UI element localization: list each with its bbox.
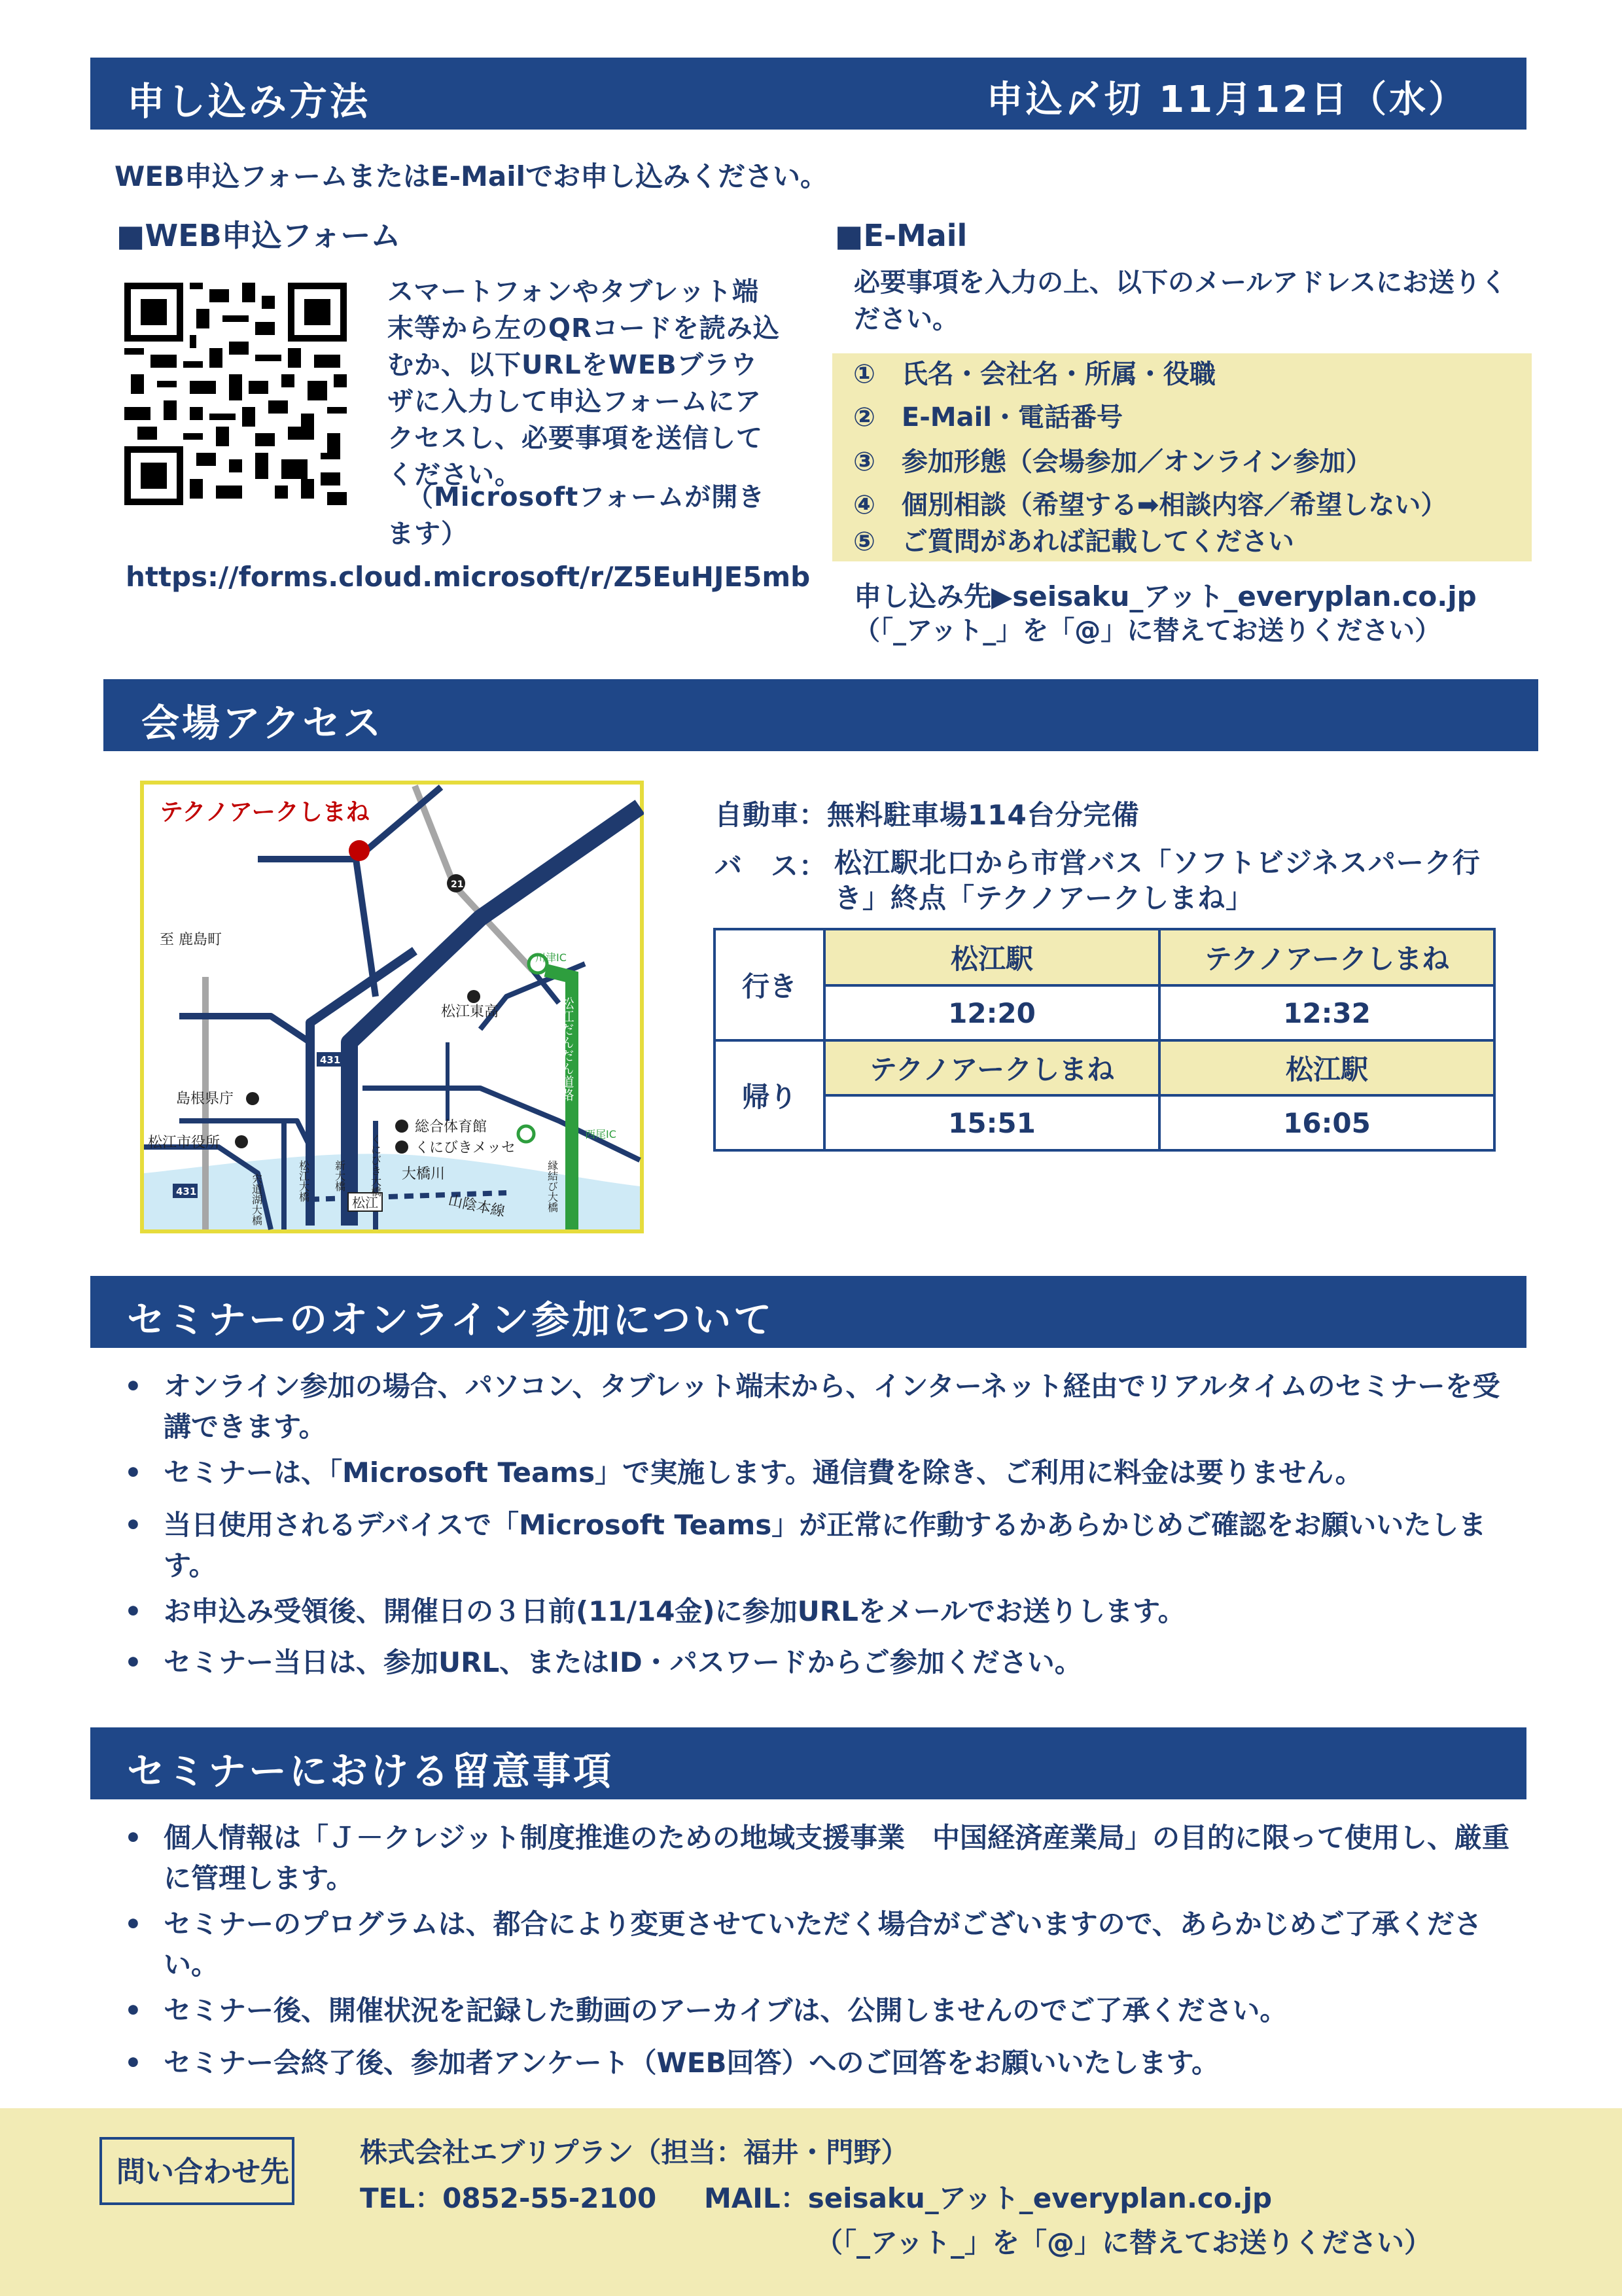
online-bullet-dot: • <box>124 1646 142 1678</box>
deadline: 申込〆切 11月12日（水） <box>986 79 1468 121</box>
qr-finder-top-left <box>124 283 183 342</box>
application-header <box>90 58 1526 130</box>
web-form-url[interactable]: https://forms.cloud.microsoft/r/Z5EuHJE5mb <box>126 561 811 593</box>
email-item: ① 氏名・会社名・所属・役職 <box>853 359 1216 389</box>
map-label-kashima: 至 鹿島町 <box>160 932 222 948</box>
notes-header <box>90 1727 1526 1799</box>
access-car: 自動車：無料駐車場114台分完備 <box>714 799 1140 831</box>
online-bullet-dot: • <box>124 1509 142 1541</box>
email-item: ④ 個別相談（希望する➡相談内容／希望しない） <box>853 490 1447 520</box>
notes-bullet-dot: • <box>124 1822 142 1854</box>
qr-finder-bottom-left <box>124 446 183 505</box>
access-title: 会場アクセス <box>141 701 384 745</box>
map-label-nishio-ic: 西尾IC <box>585 1128 616 1140</box>
map-label-enmusubi: 縁結び大橋 <box>546 1160 559 1212</box>
email-heading: ■E-Mail <box>835 218 968 253</box>
access-bus-label: バ ス： <box>714 850 828 882</box>
email-item: ⑤ ご質問があれば記載してください <box>853 527 1294 557</box>
contact-footer <box>0 2108 1622 2296</box>
online-header <box>90 1276 1526 1348</box>
web-form-heading: ■WEB申込フォーム <box>116 218 401 253</box>
application-intro: WEB申込フォームまたはE-Mailでお申し込みください。 <box>115 160 828 192</box>
email-item: ③ 参加形態（会場参加／オンライン参加） <box>853 447 1372 477</box>
map-label-route21: 21 <box>451 879 464 890</box>
map-label-dandan: 松江だんだん道路 <box>559 997 574 1101</box>
notes-bullet-dot: • <box>124 1994 142 2026</box>
online-title: セミナーのオンライン参加について <box>127 1298 775 1342</box>
timetable-return-to-time: 16:05 <box>1159 1095 1494 1150</box>
contact-label: 問い合わせ先 <box>116 2155 289 2189</box>
online-bullet: お申込み受領後、開催日の３日前(11/14金)に参加URLをメールでお送りします。 <box>164 1595 1186 1627</box>
bus-timetable <box>713 928 1496 1152</box>
map-label-sanin-line: 山陰本線 <box>446 1192 507 1221</box>
email-address[interactable]: 申し込み先▶seisaku_アット_everyplan.co.jp <box>854 580 1477 612</box>
online-bullet: セミナー当日は、参加URL、またはID・パスワードからご参加ください。 <box>164 1646 1082 1678</box>
email-address-note: （「_アット_」を「@」に替えてお送りください） <box>854 616 1441 646</box>
online-bullet: 当日使用されるデバイスで「Microsoft Teams」が正常に作動するかあらかじめご確認をお願いいたします。 <box>164 1509 1487 1581</box>
map-label-sogo: 総合体育館 <box>415 1119 487 1135</box>
timetable-outbound-to: テクノアークしまね <box>1159 929 1494 985</box>
map-label-shinjiko: 宍道湖大橋 <box>250 1173 263 1226</box>
timetable-outbound-from-time: 12:20 <box>824 985 1159 1040</box>
map-label-ohashi-river: 大橋川 <box>402 1166 446 1182</box>
map-label-matsue-bridge: 松江大橋 <box>297 1160 310 1202</box>
map-label-kunibiki: くにびきメッセ <box>415 1140 516 1156</box>
map-label-shiyakusho: 松江市役所 <box>148 1135 220 1151</box>
web-form-note: （Microsoftフォームが開きます） <box>387 482 766 549</box>
qr-finder-top-right <box>288 283 347 342</box>
qr-code[interactable] <box>124 283 347 505</box>
contact-mail-note: （「_アット_」を「@」に替えてお送りください） <box>815 2227 1432 2259</box>
map-label-shin-bridge: 新大橋 <box>333 1160 346 1192</box>
notes-title: セミナーにおける留意事項 <box>127 1749 614 1793</box>
email-item: ② E-Mail・電話番号 <box>853 402 1123 433</box>
web-form-description: スマートフォンやタブレット端末等から左のQRコードを読み込むか、以下URLをWEBブラウザに入力して申込フォームにアクセスし、必要事項を送信してください。 <box>387 277 780 490</box>
notes-bullet-dot: • <box>124 2047 142 2079</box>
online-bullet-dot: • <box>124 1370 142 1402</box>
map-label-kunibiki-bridge: くにびき大橋 <box>369 1134 382 1197</box>
map-label-matsue-station: 松江 <box>352 1195 378 1210</box>
application-title: 申し込み方法 <box>127 79 371 124</box>
online-bullet: セミナーは、「Microsoft Teams」で実施します。通信費を除き、ご利用に料金は要りません。 <box>164 1457 1363 1489</box>
access-bus-text: 松江駅北口から市営バス「ソフトビジネスパーク行き」終点「テクノアークしまね」 <box>834 847 1481 914</box>
timetable-outbound-to-time: 12:32 <box>1159 985 1494 1040</box>
notes-bullet: セミナーのプログラムは、都合により変更させていただく場合がございますので、あらかじめご了承ください。 <box>164 1908 1482 1981</box>
email-required-items <box>832 353 1532 561</box>
timetable-return-from-time: 15:51 <box>824 1095 1159 1150</box>
notes-bullet-dot: • <box>124 1908 142 1940</box>
map-venue-label: テクノアークしまね <box>160 799 370 826</box>
timetable-outbound-from: 松江駅 <box>824 929 1159 985</box>
notes-bullet: 個人情報は「Ｊ－クレジット制度推進のための地域支援事業 中国経済産業局」の目的に限って使用し、厳重に管理します。 <box>164 1822 1509 1894</box>
contact-tel[interactable]: TEL：0852-55-2100 <box>360 2182 657 2214</box>
access-map <box>140 781 644 1233</box>
map-label-kawazu-ic: 川津IC <box>535 951 567 964</box>
contact-company: 株式会社エブリプラン（担当：福井・門野） <box>360 2136 909 2168</box>
online-bullet: オンライン参加の場合、パソコン、タブレット端末から、インターネット経由でリアルタイムのセミナーを受講できます。 <box>164 1370 1500 1443</box>
map-label-route431b: 431 <box>176 1186 197 1197</box>
online-bullet-dot: • <box>124 1595 142 1627</box>
access-header <box>103 679 1538 751</box>
timetable-outbound-label: 行き <box>714 929 824 1040</box>
map-label-kenchou: 島根県庁 <box>176 1091 234 1107</box>
notes-bullet: セミナー会終了後、参加者アンケート（WEB回答）へのご回答をお願いいたします。 <box>164 2047 1220 2079</box>
timetable-return-from: テクノアークしまね <box>824 1040 1159 1095</box>
online-bullet-dot: • <box>124 1457 142 1489</box>
timetable-return-label: 帰り <box>714 1040 824 1150</box>
email-description: 必要事項を入力の上、以下のメールアドレスにお送りください。 <box>854 268 1507 334</box>
venue-marker <box>349 840 370 861</box>
timetable-return-to: 松江駅 <box>1159 1040 1494 1095</box>
map-label-matsue-higashi: 松江東高 <box>441 1004 499 1020</box>
map-label-route431a: 431 <box>320 1054 341 1066</box>
contact-label-box <box>99 2137 294 2205</box>
notes-bullet: セミナー後、開催状況を記録した動画のアーカイブは、公開しませんのでご了承ください。 <box>164 1994 1288 2026</box>
contact-mail[interactable]: MAIL：seisaku_アット_everyplan.co.jp <box>704 2182 1273 2214</box>
